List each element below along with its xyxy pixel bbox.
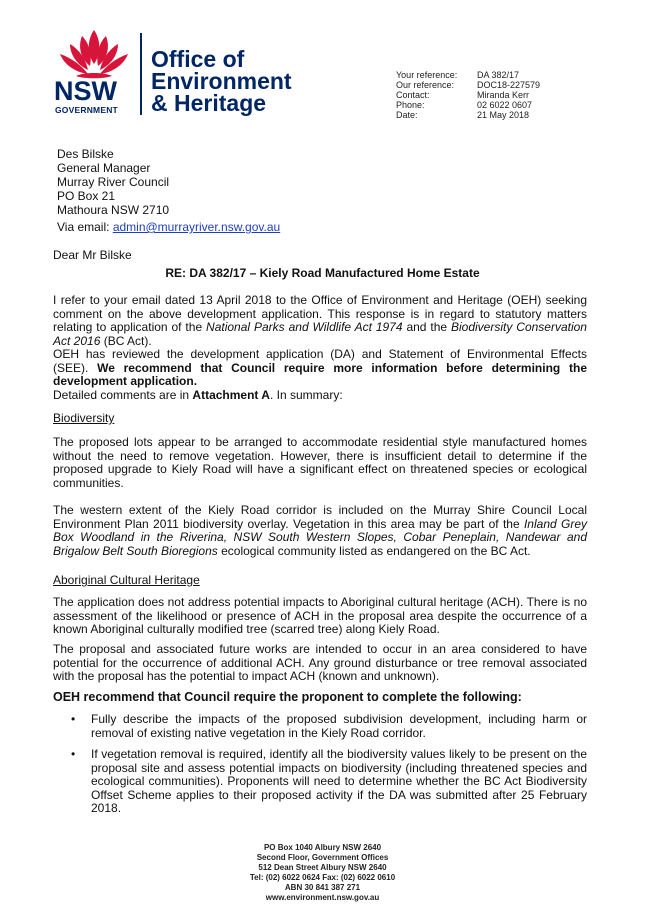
review-paragraph [53, 348, 587, 389]
government-wordmark: GOVERNMENT [55, 105, 118, 115]
summary-text: . In summary: [269, 388, 343, 402]
recipient-line: PO Box 21 [57, 189, 116, 203]
ref-value: DA 382/17 [477, 70, 520, 80]
environment-title: Environment [151, 68, 292, 94]
ref-value: 02 6022 0607 [477, 100, 533, 110]
recipient-line: Mathoura NSW 2710 [57, 203, 170, 217]
footer-line: 512 Dean Street Albury NSW 2640 [258, 863, 387, 872]
footer-line: Second Floor, Government Offices [256, 853, 389, 862]
waratah-icon [54, 28, 134, 80]
footer-website-link[interactable]: www.environment.nsw.gov.au [265, 893, 380, 902]
heritage-title: & Heritage [151, 90, 267, 116]
overlay-text: The western extent of the Kiely Road corridor is included on the Murray Shire Council Local Environment Plan 2011 biodiversity overlay. Vegetation in this area may be part of the [53, 503, 587, 531]
ref-label: Your reference: [396, 70, 458, 80]
intro-text: and the [402, 320, 451, 334]
intro-text: I refer to your email dated 13 April 2018 to the Office of Environment and Heritage (OEH) seeking comment on the above development application. This response is in regard to statutory matters relating to application of the [53, 293, 587, 334]
ref-label: Contact: [396, 90, 430, 100]
biodiversity-paragraph: The proposed lots appear to be arranged to accommodate residential style manufactured homes without the need to remove vegetation. However, there is insufficient detail to determine if the proposed upgrade to Kiely Road will have a significant effect on threatened species or ecological communities. [53, 435, 587, 490]
recipient-line: Des Bilske [57, 147, 114, 161]
footer-line: PO Box 1040 Albury NSW 2640 [263, 843, 382, 852]
via-email-line [57, 220, 280, 234]
subject-line: RE: DA 382/17 – Kiely Road Manufactured Home Estate [165, 266, 480, 280]
bullet-item: Fully describe the impacts of the proposed subdivision development, including harm or removal of existing native vegetation in the Kiely Road corridor. [91, 712, 587, 740]
office-of-title: Office of [151, 46, 245, 72]
logo-divider [140, 33, 142, 115]
review-text: OEH has reviewed the development application (DA) and Statement of Environmental Effects (SEE). [53, 347, 587, 375]
salutation: Dear Mr Bilske [53, 248, 132, 262]
npw-act-title: National Parks and Wildlife Act 1974 [206, 320, 403, 334]
recommendation-heading: OEH recommend that Council require the proponent to complete the following: [53, 690, 522, 704]
attachment-ref: Attachment A [192, 388, 270, 402]
aboriginal-paragraph-2: The proposal and associated future works are intended to occur in an area considered to have potential for the occurrence of additional ACH. Any ground disturbance or tree removal associated with the proposal has the potential to impact ACH (known and unknown). [53, 642, 587, 683]
intro-text: (BC Act). [100, 333, 152, 348]
recipient-line: Murray River Council [57, 175, 170, 189]
footer-line: Tel: (02) 6022 0624 Fax: (02) 6022 0610 [249, 873, 396, 882]
email-link[interactable]: admin@murrayriver.nsw.gov.au [112, 220, 281, 234]
ref-value: Miranda Kerr [477, 90, 530, 100]
ref-value: 21 May 2018 [477, 110, 530, 120]
aboriginal-heritage-heading: Aboriginal Cultural Heritage [53, 573, 200, 587]
bullet-item: If vegetation removal is required, identify all the biodiversity values likely to be present on the proposal site and assess potential impacts on biodiversity (including threatened species and ecological communities). Proponents will need to determine whether the BC Act Biodiversity Offset Scheme applies to their proposed activity if the DA was submitted after 25 February 2018. [91, 747, 587, 815]
ecological-community-name: Inland Grey Box Woodland in the Riverina, NSW South Western Slopes, Cobar Peneplain, Nandewar and Brigalow Belt South Bioregions [53, 516, 587, 558]
nsw-government-logo [52, 28, 138, 120]
footer-line: ABN 30 841 387 271 [284, 883, 361, 892]
intro-paragraph [53, 294, 587, 348]
ref-label: Date: [396, 110, 418, 120]
recipient-line: General Manager [57, 161, 151, 175]
summary-text: Detailed comments are in [53, 388, 193, 402]
recommendation-text: We recommend that Council require more information before determining the development application. [53, 360, 588, 388]
ref-label: Our reference: [396, 80, 455, 90]
via-email-label: Via email: [57, 220, 113, 234]
bc-act-title: Biodiversity Conservation Act 2016 [53, 320, 587, 348]
ref-value: DOC18-227579 [477, 80, 541, 90]
ref-label: Phone: [396, 100, 425, 110]
biodiversity-heading: Biodiversity [53, 411, 115, 425]
bullet-icon: • [71, 747, 76, 761]
aboriginal-paragraph-1: The application does not address potential impacts to Aboriginal cultural heritage (ACH). There is no assessment of the likelihood or presence of ACH in the proposal area despite the occurrence of a known Aboriginal culturally modified tree (scarred tree) along Kiely Road. [53, 595, 587, 636]
overlay-text: ecological community listed as endangered on the BC Act. [217, 543, 531, 558]
bullet-icon: • [71, 712, 76, 726]
biodiversity-overlay-paragraph [53, 504, 587, 558]
summary-intro [53, 389, 587, 403]
nsw-wordmark: NSW [54, 76, 117, 106]
